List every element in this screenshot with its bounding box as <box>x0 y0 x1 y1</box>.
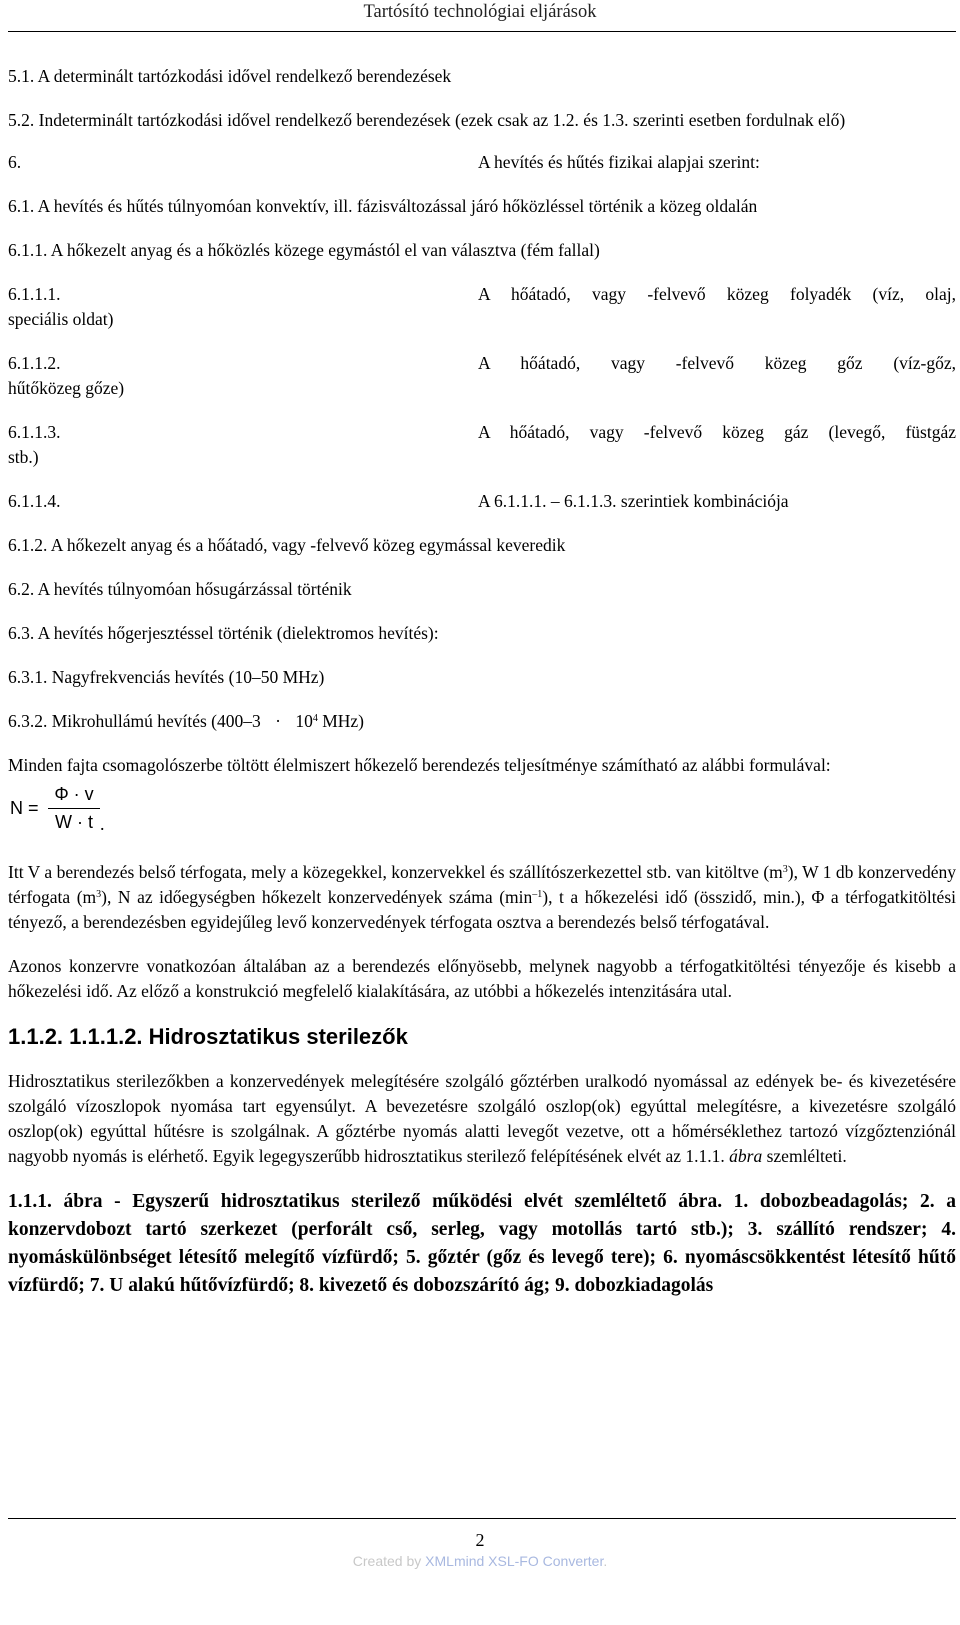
variables-text-2: ), W 1 db konzervedény térfogata (m <box>8 862 956 907</box>
item-6-1-1-1-text: A hőátadó, vagy -felvevő közeg folyadék (víz, olaj, <box>478 284 956 304</box>
page-number: 2 <box>475 1530 485 1550</box>
multiplication-dot: · <box>275 711 281 731</box>
header-rule <box>8 31 956 32</box>
item-6-2: 6.2. A hevítés túlnyomóan hősugárzással történik <box>8 579 352 599</box>
variables-text-3: ), N az időegységben hőkezelt konzervedények száma (min <box>101 887 533 907</box>
converter-link[interactable]: XMLmind XSL-FO Converter <box>425 1553 604 1569</box>
variables-paragraph <box>8 860 956 935</box>
item-6-3-2 <box>8 709 956 734</box>
credit-prefix: Created by <box>352 1553 426 1569</box>
variables-sup-1: 3 <box>782 864 788 875</box>
capacity-formula <box>8 784 956 842</box>
section-heading: 1.1.2. 1.1.1.2. Hidrosztatikus sterilezők <box>8 1024 408 1049</box>
item-6-number: 6. <box>8 152 22 172</box>
item-6-3-2-text-b: 10 <box>295 711 313 731</box>
generator-credit <box>0 1553 960 1569</box>
formula-numerator: Φ · v <box>54 784 94 804</box>
item-6-1-1-4-text: A 6.1.1.1. – 6.1.1.3. szerintiek kombinációja <box>478 491 789 511</box>
item-6-3-1: 6.3.1. Nagyfrekvenciás hevítés (10–50 MHz) <box>8 667 325 687</box>
intro-paragraph: Minden fajta csomagolószerbe töltött élelmiszert hőkezelő berendezés teljesítménye számítható az alábbi formulával: <box>8 755 831 775</box>
item-6-1-1-1 <box>8 282 956 332</box>
item-6 <box>8 150 956 175</box>
item-5-1: 5.1. A determinált tartózkodási idővel rendelkező berendezések <box>8 66 452 86</box>
running-title: Tartósító technológiai eljárások <box>363 2 597 22</box>
item-6-1-1-2-number: 6.1.1.2. <box>8 353 61 373</box>
item-6-1-1-2-continuation: hűtőközeg gőze) <box>8 378 125 398</box>
figure-reference: ábra <box>729 1146 763 1166</box>
item-6-3: 6.3. A hevítés hőgerjesztéssel történik (dielektromos hevítés): <box>8 623 439 643</box>
item-6-1-1-2-text: A hőátadó, vagy -felvevő közeg gőz (víz-gőz, <box>478 353 956 373</box>
variables-sup-2: 3 <box>96 889 102 900</box>
formula-period: . <box>100 814 105 834</box>
section-text-b: szemlélteti. <box>762 1146 847 1166</box>
variables-text-4: ), t a hőkezelési idő (összidő, min.), Φ a térfogatkitöltési tényező, a berendezésben egyidejűleg levő konzervedények térfogata osztva a berendezés belső térfogatával. <box>8 887 956 932</box>
item-6-1-1-4-number: 6.1.1.4. <box>8 491 61 511</box>
comparison-paragraph: Azonos konzervre vonatkozóan általában az a berendezés előnyösebb, melynek nagyobb a térfogatkitöltési tényezője és kisebb a hőkezelési idő. Az előző a konstrukció megfelelő kialakítására, az utóbbi a hőkezelés intenzitására utal. <box>8 956 956 1001</box>
item-6-1-1-3-text: A hőátadó, vagy -felvevő közeg gáz (levegő, füstgáz <box>478 422 956 442</box>
variables-text-1: Itt V a berendezés belső térfogata, mely a közegekkel, konzervekkel és szállítószerkezettel stb. van kitöltve (m <box>8 862 783 882</box>
item-6-1-1-1-number: 6.1.1.1. <box>8 284 61 304</box>
item-6-1-1-3 <box>8 420 956 470</box>
item-6-3-2-text-c: MHz) <box>317 711 365 731</box>
item-5-2: 5.2. Indeterminált tartózkodási idővel rendelkező berendezések (ezek csak az 1.2. és 1.3. szerinti esetben fordulnak elő) <box>8 110 846 130</box>
formula-lhs: N = <box>10 798 39 818</box>
footer-rule <box>8 1518 956 1519</box>
item-6-1: 6.1. A hevítés és hűtés túlnyomóan konvektív, ill. fázisváltozással járó hőközléssel történik a közeg oldalán <box>8 196 758 216</box>
item-6-1-2: 6.1.2. A hőkezelt anyag és a hőátadó, vagy -felvevő közeg egymással keveredik <box>8 535 566 555</box>
section-text-a: Hidrosztatikus sterilezőkben a konzervedények melegítésére szolgáló gőztérben uralkodó nyomással az edények be- és kivezetésére szolgáló vízoszlopok nyomása tart egyensúlyt. A bevezetésre szolgáló oszlop(ok) egyúttal melegítésre, a kivezetésre szolgáló oszlop(ok) egyúttal hűtésre is szolgálnak. A gőztérbe nyomás alatti levegőt vezetve, ott a hőmérséklethez tartozó vízgőztenziónál nagyobb nyomás is elérhető. Egyik legegyszerűbb hidrosztatikus sterilező felépítésének elvét az 1.1.1. <box>8 1071 956 1166</box>
item-6-1-1-1-continuation: speciális oldat) <box>8 309 114 329</box>
figure-caption: 1.1.1. ábra - Egyszerű hidrosztatikus sterilező működési elvét szemléltető ábra. 1. dobozbeadagolás; 2. a konzervdobozt tartó szerkezet (perforált cső, serleg, vagy motollás tartó stb.); 3. szállító rendszer; 4. nyomáskülönbséget létesítő melegítő vízfürdő; 5. gőztér (gőz és levegő tere); 6. nyomáscsökkentést létesítő hűtő vízfürdő; 7. U alakú hűtővízfürdő; 8. kivezető és dobozszárító ág; 9. dobozkiadagolás <box>8 1191 956 1296</box>
item-6-1-1: 6.1.1. A hőkezelt anyag és a hőközlés közege egymástól el van választva (fém fallal) <box>8 240 600 260</box>
item-6-1-1-2 <box>8 351 956 401</box>
formula-denominator: W · t <box>55 812 93 832</box>
variables-sup-3: –1 <box>532 889 543 900</box>
item-6-3-2-exponent: 4 <box>312 713 318 724</box>
item-6-1-1-3-number: 6.1.1.3. <box>8 422 61 442</box>
fraction-bar <box>48 808 100 809</box>
item-6-text: A hevítés és hűtés fizikai alapjai szerint: <box>478 152 760 172</box>
page-header <box>0 0 960 30</box>
item-6-3-2-text-a: 6.3.2. Mikrohullámú hevítés (400–3 <box>8 711 261 731</box>
section-paragraph <box>8 1069 956 1169</box>
item-6-1-1-4 <box>8 489 956 514</box>
document-body <box>8 64 956 1300</box>
item-6-1-1-3-continuation: stb.) <box>8 447 39 467</box>
credit-suffix: . <box>603 1553 608 1569</box>
